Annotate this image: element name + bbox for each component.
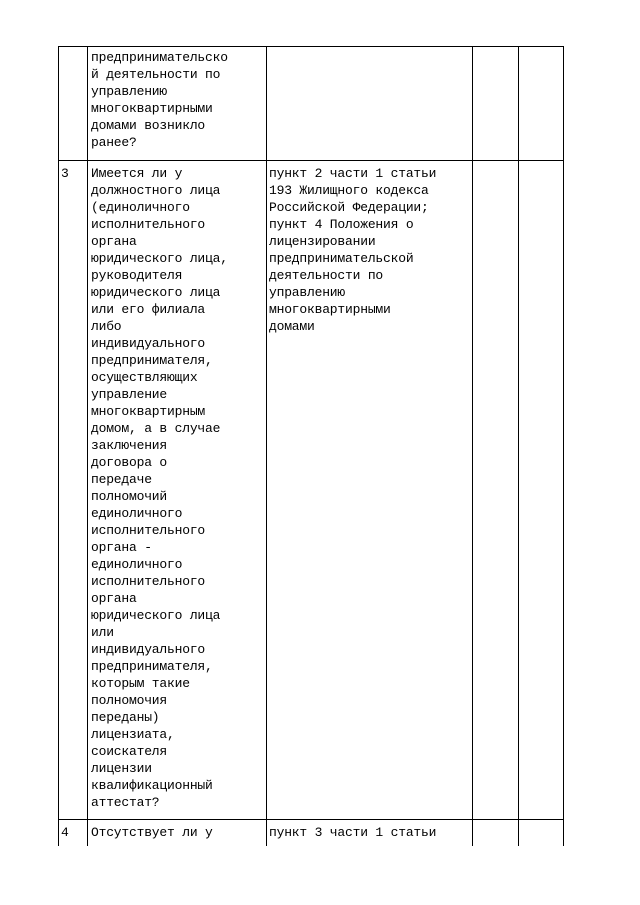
legal-reference: пункт 2 части 1 статьи 193 Жилищного кодекса Российской Федерации; пункт 4 Положения о лицензировании предпринимательской деятельности по управлению многоквартирными домами	[269, 166, 437, 334]
row-divider	[58, 819, 564, 820]
row-number: 3	[61, 166, 69, 181]
table-border-right	[563, 46, 564, 846]
column-divider	[87, 46, 88, 846]
column-divider	[518, 46, 519, 846]
row-divider	[58, 160, 564, 161]
checklist-table	[58, 46, 564, 846]
question-text: Отсутствует ли у	[91, 825, 213, 840]
column-divider	[266, 46, 267, 846]
table-border-left	[58, 46, 59, 846]
row-number: 4	[61, 825, 69, 840]
table-border-top	[58, 46, 564, 47]
legal-reference: пункт 3 части 1 статьи	[269, 825, 437, 840]
question-text: предпринимательско й деятельности по управлению многоквартирными домами возникло ранее?	[91, 50, 228, 150]
question-text: Имеется ли у должностного лица (единоличного исполнительного органа юридического лица, руководителя юридического лица или его филиала либо индивидуального предпринимателя, осуществляющих управление многоквартирным домом, а в случае заключения договора о передаче полномочий единоличного исполнительного органа - единоличного исполнительного органа юридического лица или индивидуального предпринимателя, которым такие полномочия переданы) лицензиата, соискателя лицензии квалификационный аттестат?	[91, 166, 228, 810]
